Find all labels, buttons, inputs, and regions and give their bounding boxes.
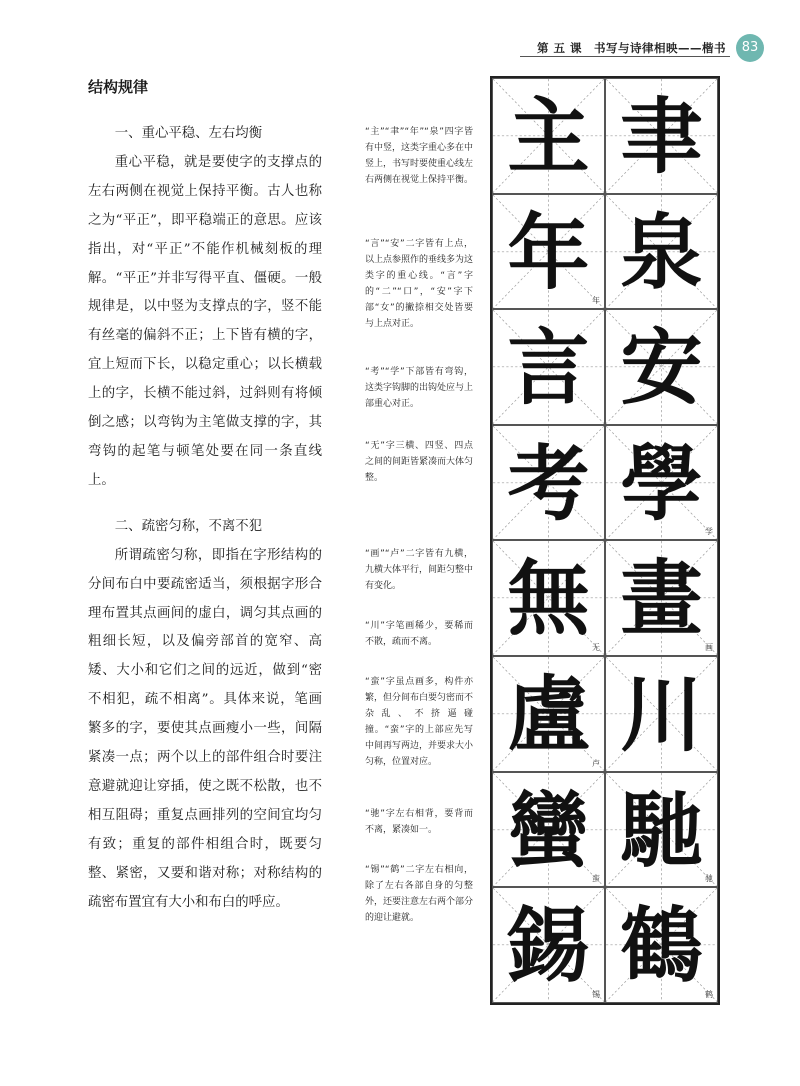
- calligraphy-character: 言: [507, 320, 590, 417]
- character-caption: 无: [592, 642, 600, 652]
- character-caption: 年: [592, 296, 600, 306]
- calligraphy-character: 盧: [507, 667, 590, 763]
- character-caption: 卢: [592, 758, 600, 768]
- section-title: 结构规律: [88, 78, 149, 96]
- header-title: 第 五 课 书写与诗律相映——楷书: [536, 41, 726, 55]
- calligraphy-character: 泉: [620, 204, 703, 301]
- part2-heading: 二、疏密匀称，不离不犯: [114, 518, 263, 534]
- grid-cell: [492, 772, 605, 888]
- character-caption: 画: [705, 642, 713, 652]
- grid-cell: [605, 772, 718, 888]
- side-note: “蛮”字虽点画多，构件亦繁，但分间布白要匀密而不杂乱、不挤逼碰撞。“蛮”字的上部应先写中间再写两边，并要求大小匀称，位置对应。: [365, 677, 474, 767]
- grid-cell: [492, 425, 605, 541]
- grid-cell: [492, 194, 605, 310]
- character-caption: 蛮: [592, 874, 600, 884]
- side-note: “锡”“鹤”二字左右相向，除了左右各部自身的匀整外，还要注意左右两个部分的迎让避就。: [365, 865, 474, 923]
- calligraphy-character: 錫: [507, 898, 590, 995]
- page-number-badge: 83: [736, 34, 764, 62]
- grid-cell: [492, 309, 605, 425]
- calligraphy-character: 畫: [620, 551, 703, 648]
- grid-cell: [605, 887, 718, 1003]
- grid-cell: [605, 540, 718, 656]
- grid-cell: [605, 656, 718, 772]
- side-note: “驰”字左右相背，要背而不离，紧凑如一。: [365, 809, 473, 835]
- character-caption: 鹤: [705, 989, 713, 999]
- calligraphy-character: 聿: [620, 89, 703, 185]
- calligraphy-character: 主: [507, 89, 590, 185]
- calligraphy-character: 蠻: [507, 782, 590, 879]
- calligraphy-character: 考: [507, 435, 590, 532]
- main-text-column: [88, 120, 322, 917]
- calligraphy-grid: [490, 76, 720, 1005]
- grid-cell: [492, 887, 605, 1003]
- grid-cell: [492, 78, 605, 194]
- character-caption: 锡: [592, 989, 600, 999]
- side-note: “考”“学”下部皆有弯钩，这类字钩脚的出钩处应与上部重心对正。: [365, 367, 474, 409]
- grid-cell: [492, 540, 605, 656]
- character-caption: 学: [705, 527, 713, 537]
- side-note: “无”字三横、四竖、四点之间的间距皆紧凑而大体匀整。: [365, 441, 474, 483]
- side-note: “画”“卢”二字皆有九横，九横大体平行，间距匀整中有变化。: [365, 549, 474, 591]
- calligraphy-character: 安: [620, 320, 703, 417]
- side-note: “主”“聿”“年”“泉”四字皆有中竖，这类字重心多在中竖上，书写时要使重心线左右两侧在视觉上保持平衡。: [365, 127, 474, 185]
- part2-paragraph: 所谓疏密匀称，即指在字形结构的分间布白中要疏密适当，须根据字形合理布置其点画间的虚白，调匀其点画的粗细长短，以及偏旁部首的宽窄、高矮、大小和它们之间的远近，做到“密不相犯，疏不相离”。具体来说，笔画繁多的字，要使其点画瘦小一些，间隔紧凑一点；两个以上的部件组合时要注意避就迎让穿插，使之既不松散，也不相互阻碍；重复点画排列的空间宜均匀有致；重复的部件相组合时，既要匀整、紧密，又要和谐对称；对称结构的疏密布置宜有大小和布白的呼应。: [88, 547, 322, 910]
- grid-cell: [605, 425, 718, 541]
- side-note: “言”“安”二字皆有上点，以上点参照作的垂线多为这类字的重心线。“言”字的“二”“口”，“安”字下部“女”的撇捺相交处皆要与上点对正。: [365, 239, 474, 329]
- page-header: [520, 36, 770, 60]
- part1-paragraph: 重心平稳，就是要使字的支撑点的左右两侧在视觉上保持平衡。古人也称之为“平正”，即平稳端正的意思。应该指出，对“平正”不能作机械刻板的理解。“平正”并非写得平直、僵硬。一般规律是，以中竖为支撑点的字，竖不能有丝毫的偏斜不正；上下皆有横的字，宜上短而下长，以稳定重心；以长横载上的字，长横不能过斜，过斜则有将倾倒之感；以弯钩为主笔做支撑的字，其弯钩的起笔与顿笔处要在同一条直线上。: [88, 154, 322, 488]
- calligraphy-character: 馳: [620, 782, 703, 879]
- side-note: “川”字笔画稀少，要稀而不散，疏而不离。: [365, 621, 473, 647]
- calligraphy-character: 學: [620, 435, 703, 532]
- calligraphy-character: 無: [507, 551, 590, 648]
- calligraphy-character: 年: [507, 204, 590, 301]
- grid-cell: [605, 78, 718, 194]
- header-rule: [520, 56, 730, 57]
- character-caption: 驰: [705, 874, 713, 884]
- grid-cell: [605, 309, 718, 425]
- part1-heading: 一、重心平稳、左右均衡: [114, 126, 263, 141]
- grid-cell: [605, 194, 718, 310]
- calligraphy-character: 川: [620, 667, 703, 763]
- calligraphy-character: 鶴: [620, 898, 703, 995]
- grid-cell: [492, 656, 605, 772]
